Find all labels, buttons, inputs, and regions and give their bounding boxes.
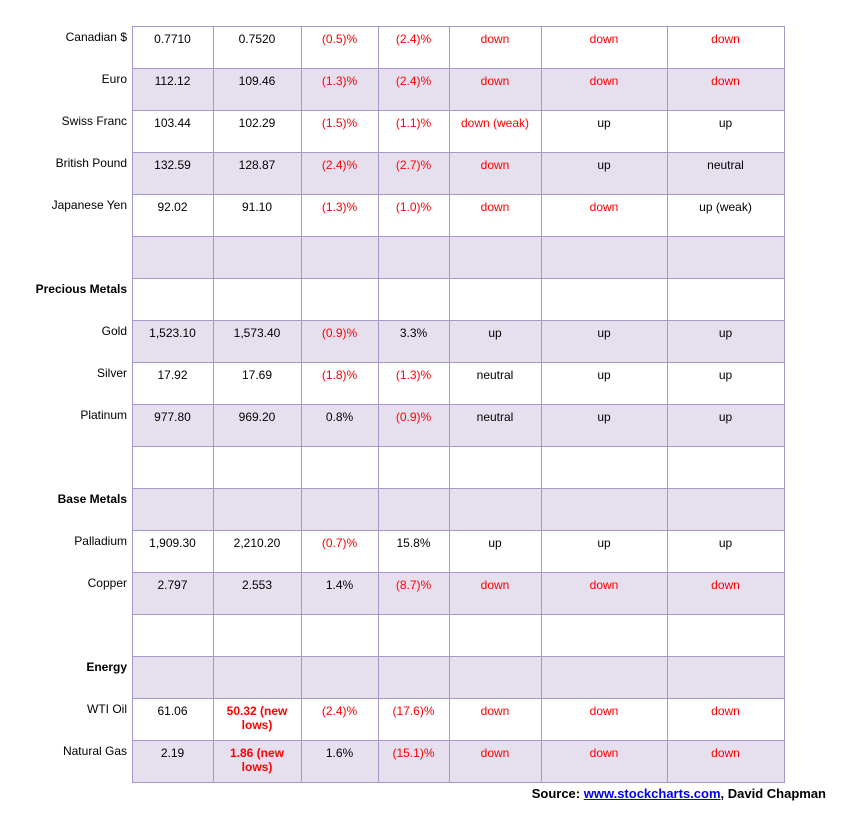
row-label: Silver [96, 366, 127, 380]
grid-line [132, 614, 785, 615]
grid-line [132, 152, 785, 153]
table-cell [378, 236, 449, 278]
row-label: Euro [101, 72, 127, 86]
grid-line [132, 362, 785, 363]
table-cell: 1,573.40 [213, 320, 301, 362]
table-cell: 109.46 [213, 68, 301, 110]
section-heading: Base Metals [57, 492, 127, 506]
table-cell [213, 278, 301, 320]
table-cell: down [667, 68, 784, 110]
table-cell [213, 614, 301, 656]
table-cell [132, 614, 213, 656]
table-cell: down [541, 572, 667, 614]
table-cell: (1.1)% [395, 116, 432, 130]
row-label [0, 236, 127, 278]
table-cell [449, 278, 541, 320]
table-cell: (2.7)% [378, 152, 449, 194]
table-cell: down [711, 32, 740, 46]
grid-line [132, 488, 785, 489]
table-cell [132, 446, 213, 488]
grid-line [132, 236, 785, 237]
table-cell [301, 446, 378, 488]
row-label: British Pound [55, 156, 127, 170]
table-cell: up [718, 536, 733, 550]
table-cell: (1.3)% [321, 200, 358, 214]
table-cell: 102.29 [238, 116, 276, 130]
table-cell: 0.7520 [238, 32, 276, 46]
section-heading: Energy [86, 660, 127, 674]
row-label [0, 446, 127, 488]
table-cell: 112.12 [132, 68, 213, 110]
table-cell [213, 488, 301, 530]
table-cell [541, 656, 667, 698]
table-cell [667, 446, 784, 488]
table-cell: 50.32 (new lows) [226, 704, 288, 732]
table-cell: (1.5)% [321, 116, 358, 130]
table-cell: (2.4)% [378, 68, 449, 110]
table-cell: (1.8)% [321, 368, 358, 382]
table-cell [449, 614, 541, 656]
table-cell: 1.86 (new lows) [213, 740, 301, 782]
table-cell [667, 488, 784, 530]
source-link[interactable]: www.stockcharts.com [583, 786, 721, 801]
table-cell [301, 236, 378, 278]
table-cell [132, 656, 213, 698]
grid-line [132, 698, 785, 699]
table-cell: 969.20 [213, 404, 301, 446]
table-cell: 92.02 [157, 200, 188, 214]
grid-line [132, 740, 785, 741]
table-cell: down [480, 200, 510, 214]
table-cell [541, 488, 667, 530]
table-cell: 1,909.30 [149, 536, 196, 550]
table-cell [667, 278, 784, 320]
table-cell [213, 446, 301, 488]
table-cell: up [449, 320, 541, 362]
table-cell: (0.7)% [321, 536, 358, 550]
grid-line [132, 782, 785, 783]
table-cell [449, 236, 541, 278]
table-cell [378, 488, 449, 530]
table-cell [213, 236, 301, 278]
table-cell: up [667, 320, 784, 362]
table-cell: 0.7710 [154, 32, 191, 46]
table-cell: down [589, 704, 619, 718]
table-cell: 61.06 [157, 704, 188, 718]
table-cell: down [449, 68, 541, 110]
table-cell: down [589, 32, 619, 46]
row-label: Gold [101, 324, 127, 338]
grid-line [132, 194, 785, 195]
table-cell: (15.1)% [378, 740, 449, 782]
table-cell: 1.4% [301, 572, 378, 614]
section-heading: Precious Metals [35, 282, 127, 296]
table-cell: up [597, 116, 611, 130]
table-cell [132, 488, 213, 530]
table-cell: 132.59 [132, 152, 213, 194]
row-label: Copper [87, 576, 127, 590]
table-cell: down [449, 152, 541, 194]
table-cell [378, 278, 449, 320]
source-prefix: Source: [531, 786, 584, 801]
table-cell [378, 656, 449, 698]
grid-line [132, 446, 785, 447]
table-cell [449, 656, 541, 698]
table-cell: (1.3)% [395, 368, 432, 382]
table-cell: (1.3)% [301, 68, 378, 110]
table-cell [132, 278, 213, 320]
table-cell: up [597, 368, 611, 382]
table-cell: 17.69 [241, 368, 273, 382]
table-cell: 17.92 [157, 368, 188, 382]
table-cell: up (weak) [699, 200, 752, 214]
table-cell [301, 488, 378, 530]
table-cell: 3.3% [378, 320, 449, 362]
table-cell: down (weak) [460, 116, 530, 130]
table-cell: down [667, 740, 784, 782]
table-cell [213, 656, 301, 698]
row-label: Canadian $ [65, 30, 127, 44]
table-cell: down [449, 572, 541, 614]
table-cell: (17.6)% [392, 704, 435, 718]
table-cell [667, 656, 784, 698]
table-cell: up [541, 320, 667, 362]
table-cell [449, 446, 541, 488]
table-cell: up [718, 116, 733, 130]
table-cell: down [667, 572, 784, 614]
table-cell: 128.87 [213, 152, 301, 194]
table-cell: (2.4)% [395, 32, 432, 46]
grid-line [132, 68, 785, 69]
table-cell: up [597, 536, 611, 550]
row-label: Japanese Yen [51, 198, 127, 212]
grid-line [132, 572, 785, 573]
row-label [0, 614, 127, 656]
grid-line [132, 26, 785, 27]
table-cell: 103.44 [154, 116, 191, 130]
table-cell: 1.6% [301, 740, 378, 782]
table-cell: 2,210.20 [233, 536, 281, 550]
table-cell: down [449, 740, 541, 782]
table-cell: (0.5)% [321, 32, 358, 46]
table-cell: down [589, 200, 619, 214]
table-cell: 91.10 [241, 200, 273, 214]
row-label: Platinum [80, 408, 127, 422]
table-cell: 977.80 [132, 404, 213, 446]
table-cell: (2.4)% [321, 704, 358, 718]
table-cell: 2.797 [132, 572, 213, 614]
table-cell [301, 656, 378, 698]
table-cell: down [541, 740, 667, 782]
table-cell: 15.8% [396, 536, 431, 550]
table-cell: up [718, 368, 733, 382]
table-cell: neutral [476, 368, 514, 382]
table-cell [541, 614, 667, 656]
table-cell [301, 278, 378, 320]
table-cell: up [541, 404, 667, 446]
table-cell: 2.19 [132, 740, 213, 782]
table-cell [378, 446, 449, 488]
row-label: WTI Oil [87, 702, 127, 716]
table-cell [541, 278, 667, 320]
table-cell [378, 614, 449, 656]
table-cell: down [541, 68, 667, 110]
table-cell: (0.9)% [378, 404, 449, 446]
table-cell: (1.0)% [395, 200, 432, 214]
table-cell: (0.9)% [301, 320, 378, 362]
row-label: Natural Gas [62, 744, 127, 758]
table-cell [541, 446, 667, 488]
table-cell [667, 236, 784, 278]
table-cell: (2.4)% [301, 152, 378, 194]
grid-line [132, 656, 785, 657]
table-cell: 0.8% [301, 404, 378, 446]
grid-line [132, 530, 785, 531]
row-label: Swiss Franc [61, 114, 127, 128]
table-cell: neutral [667, 152, 784, 194]
grid-line [132, 404, 785, 405]
table-cell: (8.7)% [378, 572, 449, 614]
grid-line [132, 320, 785, 321]
grid-line [132, 110, 785, 111]
table-cell: down [711, 704, 740, 718]
table-cell: up [488, 536, 502, 550]
table-cell [301, 614, 378, 656]
row-label: Palladium [74, 534, 127, 548]
table-cell [541, 236, 667, 278]
table-cell [449, 488, 541, 530]
table-cell: up [667, 404, 784, 446]
table-cell: up [541, 152, 667, 194]
table-cell [132, 236, 213, 278]
table-cell: neutral [449, 404, 541, 446]
table-cell: 2.553 [213, 572, 301, 614]
source-note [532, 786, 826, 801]
table-cell [667, 614, 784, 656]
table-cell: 1,523.10 [132, 320, 213, 362]
table-cell: down [480, 704, 510, 718]
source-suffix: , David Chapman [720, 786, 826, 801]
grid-line [132, 278, 785, 279]
table-cell: down [480, 32, 510, 46]
